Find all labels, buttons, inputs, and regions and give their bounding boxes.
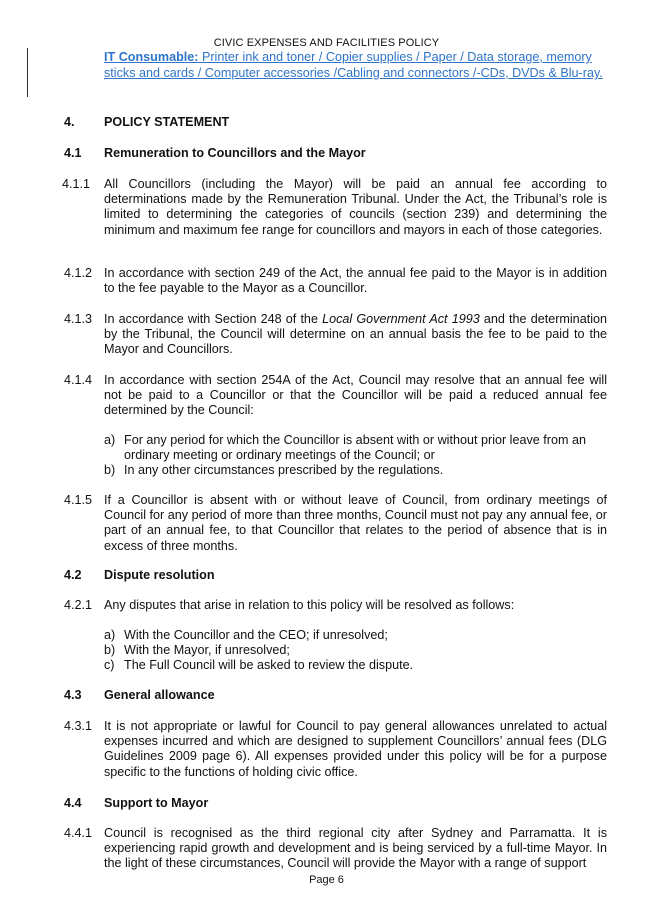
list-marker: b) <box>104 463 116 478</box>
para-4-1-5-number: 4.1.5 <box>64 493 93 507</box>
section-4-1-number: 4.1 <box>64 146 82 160</box>
list-item-text: The Full Council will be asked to review the dispute. <box>124 658 414 673</box>
revision-bar <box>27 48 28 97</box>
para-4-1-5-text: If a Councillor is absent with or without leave of Council, from ordinary meetings of Council for any period of more than three months, Council must not pay any annual fee, or part of an annual fee, to that Councillor that relates to the period of absence that is in excess of three months. <box>104 493 607 553</box>
page-number: Page 6 <box>309 874 344 886</box>
section-4-3-title: General allowance <box>104 688 215 702</box>
list-item-text: With the Mayor, if unresolved; <box>124 643 290 658</box>
para-4-4-1-text: Council is recognised as the third regional city after Sydney and Parramatta. It is experiencing rapid growth and development and is being serviced by a full-time Mayor. In the light of these circumstances, Council will provide the Mayor with a range of support <box>104 826 607 871</box>
para-4-1-4-number: 4.1.4 <box>64 373 93 387</box>
para-4-1-4-list <box>104 433 604 479</box>
section-4-number: 4. <box>64 115 75 129</box>
list-marker: b) <box>104 643 116 658</box>
para-4-3-1-text: It is not appropriate or lawful for Council to pay general allowances unrelated to actual expenses incurred and which are designed to supplement Councillors’ annual fees (DLG Guidelines 2009 page 6). All expenses provided under this policy will be for a purpose specific to the functions of holding civic office. <box>104 719 607 779</box>
para-4-2-1-text: Any disputes that arise in relation to this policy will be resolved as follows: <box>104 598 515 612</box>
para-4-1-2-text: In accordance with section 249 of the Act, the annual fee paid to the Mayor is in addition to the fee payable to the Mayor as a Councillor. <box>104 266 607 296</box>
it-consumable-link[interactable] <box>104 49 604 81</box>
para-4-1-3-text <box>104 312 607 358</box>
act-title: Local Government Act 1993 <box>322 312 480 326</box>
para-4-3-1-number: 4.3.1 <box>64 719 93 733</box>
para-4-4-1-number: 4.4.1 <box>64 826 93 840</box>
para-4-2-1-number: 4.2.1 <box>64 598 93 612</box>
para-4-1-3-pre: In accordance with Section 248 of the <box>104 312 323 326</box>
section-4-4-number: 4.4 <box>64 796 82 810</box>
para-4-1-1-text: All Councillors (including the Mayor) will be paid an annual fee according to determinations made by the Remuneration Tribunal. Under the Act, the Tribunal’s role is limited to determining the categories of councils (section 239) and determining the minimum and maximum fee range for councillors and mayors in each of those categories. <box>104 177 607 237</box>
list-item <box>104 628 604 643</box>
page-header: CIVIC EXPENSES AND FACILITIES POLICY <box>213 37 440 49</box>
para-4-1-4-text: In accordance with section 254A of the Act, Council may resolve that an annual fee will not be paid to a Councillor or that the Councillor will be paid a reduced annual fee determined by the Council: <box>104 373 607 418</box>
section-4-1-title: Remuneration to Councillors and the Mayor <box>104 146 366 160</box>
section-4-title: POLICY STATEMENT <box>104 115 230 129</box>
para-4-1-2-number: 4.1.2 <box>64 266 93 280</box>
list-marker: a) <box>104 433 116 447</box>
list-item <box>104 643 604 658</box>
list-item-text: For any period for which the Councillor is absent with or without prior leave from an ordinary meeting or ordinary meetings of the Council; or <box>124 433 586 463</box>
section-4-3-number: 4.3 <box>64 688 82 702</box>
it-consumable-label: IT Consumable: <box>104 50 199 64</box>
list-item <box>104 463 604 478</box>
list-item-text: In any other circumstances prescribed by the regulations. <box>124 463 444 478</box>
list-marker: a) <box>104 628 116 642</box>
list-item <box>104 658 604 673</box>
section-4-4-title: Support to Mayor <box>104 796 209 810</box>
para-4-2-1-list <box>104 628 604 674</box>
para-4-1-3-post: and the determination by the Tribunal, the Council will determine on an annual basis the fee to be paid to the Mayor and Councillors. <box>104 312 607 357</box>
section-4-2-title: Dispute resolution <box>104 568 215 582</box>
section-4-2-number: 4.2 <box>64 568 82 582</box>
list-item-text: With the Councillor and the CEO; if unresolved; <box>124 628 388 642</box>
list-item <box>104 433 604 463</box>
list-marker: c) <box>104 658 115 673</box>
it-consumable-text: Printer ink and toner / Copier supplies / Paper / Data storage, memory sticks and cards / Computer accessories /Cabling and connectors /-CDs, DVDs & Blu-ray. <box>104 50 603 80</box>
para-4-1-1-number: 4.1.1 <box>62 177 91 191</box>
para-4-1-3-number: 4.1.3 <box>64 312 93 326</box>
